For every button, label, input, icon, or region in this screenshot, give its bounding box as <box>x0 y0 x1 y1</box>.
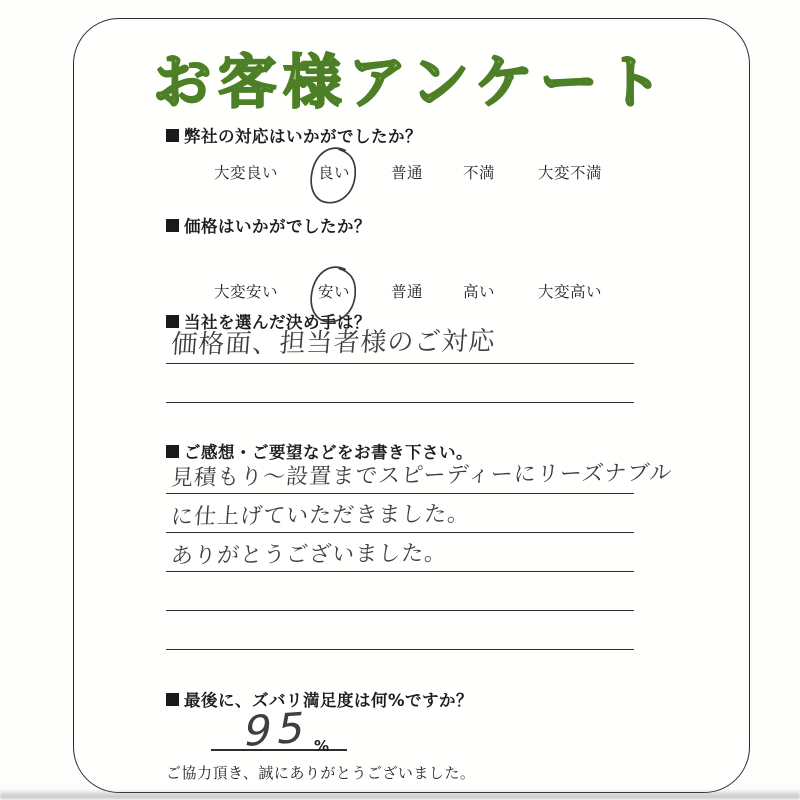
answer-line <box>166 611 634 650</box>
section-bullet-icon <box>166 693 179 706</box>
section-bullet-icon <box>166 219 179 232</box>
question-heading-text: 当社を選んだ決め手は？ <box>184 313 371 332</box>
answer-line <box>166 364 634 403</box>
option-good-selected <box>318 161 350 183</box>
deciding-factor-answer-lines <box>166 325 634 403</box>
option-very-expensive: 大変高い <box>538 283 603 301</box>
survey-title: お客様アンケート <box>74 35 749 119</box>
question-satisfaction <box>166 687 707 711</box>
answer-line <box>166 455 674 494</box>
handwritten-answer: ありがとうございました。 <box>170 541 449 570</box>
option-row-response <box>166 161 800 185</box>
answer-line <box>166 572 634 611</box>
survey-sheet-border <box>73 18 750 793</box>
question-price-rating <box>166 213 707 237</box>
option-very-good: 大変良い <box>214 164 279 182</box>
answer-line <box>166 325 634 364</box>
option-normal: 普通 <box>391 283 424 301</box>
handwritten-answer: に仕上げていただきました。 <box>170 501 472 531</box>
option-good-label: 良い <box>318 164 351 182</box>
question-heading-text: 最後に、ズバリ満足度は何%ですか？ <box>184 691 474 710</box>
section-bullet-icon <box>166 129 179 142</box>
handwritten-answer: 価格面、担当者様のご対応 <box>170 326 497 361</box>
scan-edge-shadow <box>0 789 800 800</box>
question-heading <box>166 213 707 237</box>
question-heading-text: 弊社の対応はいかがでしたか？ <box>184 127 422 146</box>
option-row-price <box>166 280 800 304</box>
option-cheap-selected <box>318 280 350 302</box>
option-very-dissatisfied: 大変不満 <box>538 164 603 182</box>
handwritten-answer: 見積もり～設置までスピーディーにリーズナブル <box>170 460 674 492</box>
question-heading <box>166 687 707 711</box>
handwritten-satisfaction-score: 95 <box>240 702 316 756</box>
option-very-cheap: 大変安い <box>214 283 279 301</box>
question-response-rating <box>166 123 707 147</box>
percent-unit-label: % <box>314 737 330 755</box>
question-heading-text: 価格はいかがでしたか？ <box>184 217 371 236</box>
question-heading <box>166 123 707 147</box>
option-dissatisfied: 不満 <box>463 164 496 182</box>
comments-answer-lines <box>166 455 674 650</box>
option-normal: 普通 <box>391 164 424 182</box>
option-expensive: 高い <box>463 283 496 301</box>
answer-line <box>166 494 634 533</box>
option-cheap-label: 安い <box>318 283 351 301</box>
thank-you-note: ご協力頂き、誠にありがとうございました。 <box>166 764 476 782</box>
question-heading-text: ご感想・ご要望などをお書き下さい。 <box>184 443 473 462</box>
answer-line <box>166 533 634 572</box>
